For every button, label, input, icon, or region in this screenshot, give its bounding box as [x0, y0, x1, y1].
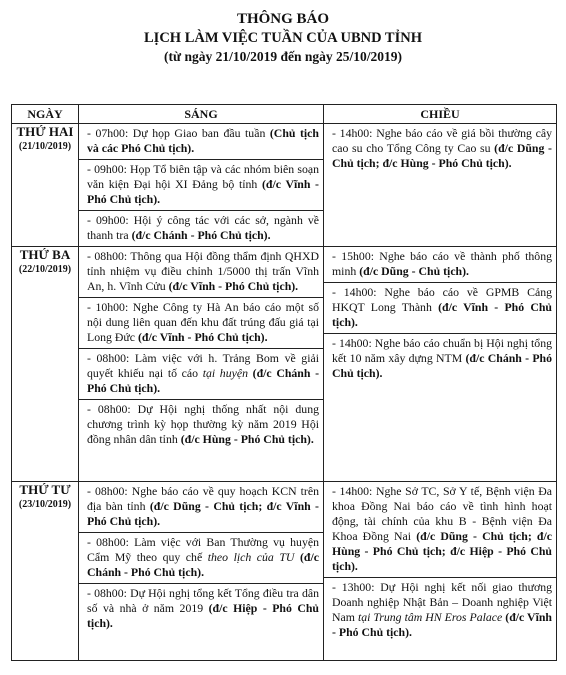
- entry-text: - 14h00: Nghe báo cáo chuẩn bị Hội nghị tổng kết 10 năm xây dựng NTM: [332, 336, 552, 365]
- entry-text: - 08h00: Dự Hội nghị thống nhất nội dung chương trình kỳ họp thường kỳ năm 2019 Hội đồng nhân dân tỉnh: [87, 402, 319, 446]
- schedule-entry: [79, 160, 323, 211]
- schedule-entry: [79, 247, 323, 298]
- entry-attendees: (đ/c Vĩnh - Phó Chủ tịch).: [168, 279, 299, 293]
- entry-text: - 14h00: Nghe Sở TC, Sở Y tế, Bệnh viện Đa khoa Đồng Nai báo cáo về tình hình hoạt động, tài chính của khu B - Bệnh viện Đa Khoa Đồng Nai: [332, 484, 552, 543]
- schedule-entry: [79, 400, 323, 450]
- schedule-table: [11, 104, 557, 661]
- entry-attendees: (đ/c Chánh - Phó Chủ tịch).: [332, 351, 552, 380]
- day-name: THỨ BA: [19, 247, 71, 262]
- schedule-row-wednesday: [12, 482, 557, 661]
- notice-title: THÔNG BÁO: [236, 11, 330, 27]
- entry-text: - 08h00: Làm việc với Ban Thường vụ huyện Cẩm Mỹ theo quy chế: [87, 535, 319, 564]
- entry-location: theo lịch của TU: [207, 550, 295, 564]
- entry-text: - 08h00: Dự Hội nghị tổng kết Tổng điều tra dân số và nhà ở năm 2019: [87, 586, 319, 615]
- entry-text: - 13h00: Dự Hội nghị kết nối giao thương Doanh nghiệp Nhật Bản – Doanh nghiệp Việt Nam: [332, 580, 552, 624]
- schedule-entry: [79, 211, 323, 246]
- entry-text: - 14h00: Nghe báo cáo về giá bồi thường cây cao su cho Tổng Công ty Cao su: [332, 126, 552, 155]
- entry-text: - 09h00: Họp Tổ biên tập và các nhóm biên soạn văn kiện Đại hội XI Đảng bộ tỉnh: [87, 162, 319, 191]
- entry-text: - 08h00: Thông qua Hội đồng thẩm định QHXD tỉnh nhiệm vụ điều chỉnh 1/5000 thị trấn Vĩnh An, h. Vĩnh Cửu: [87, 249, 319, 293]
- entry-attendees: (đ/c Vĩnh - Phó Chủ tịch).: [332, 610, 552, 639]
- notice-date-range: (từ ngày 21/10/2019 đến ngày 25/10/2019): [164, 49, 402, 64]
- schedule-entry: [324, 124, 556, 174]
- entry-attendees: (đ/c Dũng - Chủ tịch; đ/c Hùng - Phó Chủ tịch).: [332, 141, 552, 170]
- schedule-entry: [79, 584, 323, 634]
- entry-text: - 08h00: Làm việc với h. Trảng Bom về giải quyết khiếu nại tố cáo: [87, 351, 319, 380]
- entry-text: - 07h00: Dự họp Giao ban đầu tuần: [87, 126, 270, 140]
- column-header-day: NGÀY: [12, 105, 79, 124]
- day-date: (21/10/2019): [18, 141, 72, 152]
- morning-cell: [79, 124, 324, 247]
- schedule-row-tuesday: [12, 247, 557, 482]
- entry-attendees: (đ/c Dũng - Chủ tịch; đ/c Vĩnh - Phó Chủ tịch).: [87, 499, 319, 528]
- notice-subtitle: LỊCH LÀM VIỆC TUẦN CỦA UBND TỈNH: [144, 30, 422, 46]
- entry-attendees: (đ/c Chánh - Phó Chủ tịch).: [87, 366, 320, 395]
- day-name: THỨ HAI: [16, 124, 74, 139]
- column-header-morning: SÁNG: [79, 105, 324, 124]
- day-cell: [12, 124, 79, 247]
- entry-attendees: (đ/c Vĩnh - Phó Chủ tịch).: [87, 177, 319, 206]
- column-header-afternoon: CHIỀU: [324, 105, 557, 124]
- schedule-entry: [79, 533, 323, 584]
- schedule-header-row: [12, 105, 557, 124]
- entry-attendees: (đ/c Hùng - Phó Chủ tịch).: [180, 432, 314, 446]
- entry-attendees: (đ/c Chánh - Phó Chủ tịch).: [87, 550, 319, 579]
- schedule-entry: [79, 298, 323, 349]
- schedule-row-monday: [12, 124, 557, 247]
- entry-text: - 08h00: Nghe báo cáo về quy hoạch KCN trên địa bàn tỉnh: [87, 484, 319, 513]
- day-date: (22/10/2019): [18, 264, 72, 275]
- schedule-entry: [324, 578, 556, 643]
- schedule-entry: [324, 482, 556, 578]
- morning-cell: [79, 482, 324, 661]
- entry-attendees: (Chủ tịch và các Phó Chủ tịch).: [87, 126, 319, 155]
- entry-attendees: (đ/c Vĩnh - Phó Chủ tịch).: [332, 300, 552, 329]
- afternoon-cell: [324, 482, 557, 661]
- schedule-entry: [324, 334, 556, 384]
- entry-location: tại huyện: [202, 366, 248, 380]
- day-cell: [12, 247, 79, 482]
- schedule-entry: [79, 124, 323, 160]
- morning-cell: [79, 247, 324, 482]
- afternoon-cell: [324, 247, 557, 482]
- afternoon-cell: [324, 124, 557, 247]
- day-cell: [12, 482, 79, 661]
- day-date: (23/10/2019): [18, 499, 72, 510]
- schedule-entry: [79, 349, 323, 400]
- schedule-entry: [324, 247, 556, 283]
- entry-attendees: (đ/c Dũng - Chủ tịch; đ/c Hùng - Phó Chủ tịch; đ/c Hiệp - Phó Chủ tịch).: [332, 529, 552, 573]
- entry-text: - 10h00: Nghe Công ty Hà An báo cáo một số nội dung liên quan đến khu đất trúng đấu giá tại Long Đức: [87, 300, 319, 344]
- entry-location: tại Trung tâm HN Eros Palace: [357, 610, 503, 624]
- entry-attendees: (đ/c Dũng - Chủ tịch).: [359, 264, 469, 278]
- day-name: THỨ TƯ: [19, 482, 71, 497]
- entry-text: - 14h00: Nghe báo cáo về GPMB Cảng HKQT Long Thành: [332, 285, 552, 314]
- entry-attendees: (đ/c Chánh - Phó Chủ tịch).: [131, 228, 271, 242]
- schedule-entry: [324, 283, 556, 334]
- schedule-entry: [79, 482, 323, 533]
- entry-text: - 15h00: Nghe báo cáo về thành phố thông minh: [332, 249, 552, 278]
- entry-attendees: (đ/c Vĩnh - Phó Chủ tịch).: [137, 330, 268, 344]
- entry-text: - 09h00: Hội ý công tác với các sở, ngành về thanh tra: [87, 213, 319, 242]
- entry-attendees: (đ/c Hiệp - Phó Chủ tịch).: [87, 601, 319, 630]
